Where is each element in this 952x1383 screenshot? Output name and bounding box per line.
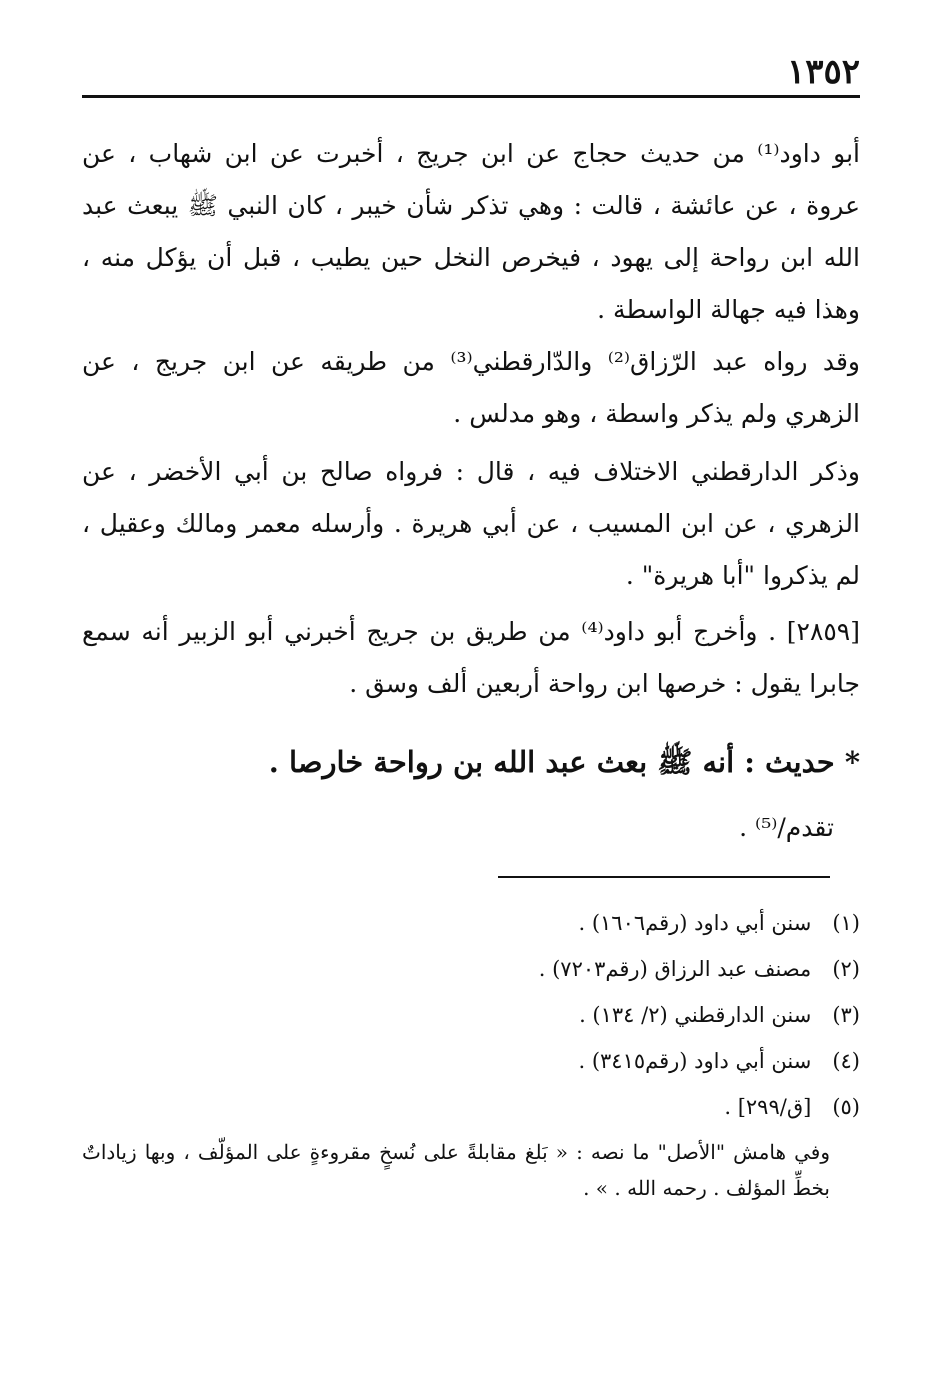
footnote-number: (٤) bbox=[832, 1049, 860, 1073]
footnote bbox=[82, 900, 860, 946]
footnote bbox=[82, 992, 860, 1038]
footnote-text: [ق/٢٩٩] . bbox=[724, 1095, 812, 1119]
footnote bbox=[82, 1084, 860, 1130]
footnote-text: سنن أبي داود (رقم٣٤١٥) . bbox=[578, 1049, 812, 1073]
footnote-number: (٣) bbox=[832, 1003, 860, 1027]
cross-reference: تقدم/⁽⁵⁾ . bbox=[739, 813, 834, 842]
footnote-number: (٢) bbox=[832, 957, 860, 981]
header-rule bbox=[82, 95, 860, 98]
paragraph: وذكر الدارقطني الاختلاف فيه ، قال : فرواه صالح بن أبي الأخضر ، عن الزهري ، عن ابن المسيب ، عن أبي هريرة . وأرسله معمر ومالك وعقيل ، لم يذكروا "أبا هريرة" . bbox=[82, 457, 860, 590]
paragraph: وقد رواه عبد الرّزاق⁽²⁾ والدّارقطني⁽³⁾ من طريقه عن ابن جريج ، عن الزهري ولم يذكر واسطة ، وهو مدلس . bbox=[82, 347, 861, 428]
margin-note: وفي هامش "الأصل" ما نصه : « بَلغ مقابلةً على نُسخٍ مقروءةٍ على المؤلّف ، وبها زياداتٌ بخطِّ المؤلف . رحمه الله . » . bbox=[82, 1140, 830, 1200]
footnote-text: سنن الدارقطني (٢/ ١٣٤) . bbox=[579, 1003, 812, 1027]
hadith-heading: * حديث : أنه ﷺ بعث عبد الله بن رواحة خارصا . bbox=[268, 745, 860, 779]
footnote bbox=[82, 946, 860, 992]
paragraph: [٢٨٥٩] . وأخرج أبو داود⁽⁴⁾ من طريق بن جريج أخبرني أبو الزبير أنه سمع جابرا يقول : خرصها ابن رواحة أربعين ألف وسق . bbox=[82, 617, 860, 698]
footnote-text: مصنف عبد الرزاق (رقم٧٢٠٣) . bbox=[538, 957, 812, 981]
page-number: ١٣٥٢ bbox=[786, 52, 860, 92]
document-page bbox=[82, 0, 860, 1383]
footnote-number: (٥) bbox=[832, 1095, 860, 1119]
paragraph: أبو داود⁽¹⁾ من حديث حجاج عن ابن جريج ، أخبرت عن ابن شهاب ، عن عروة ، عن عائشة ، قالت : وهي تذكر شأن خيبر ، كان النبي ﷺ يبعث عبد الله ابن رواحة إلى يهود ، فيخرص النخل حين يطيب ، قبل أن يؤكل منه ، وهذا فيه جهالة الواسطة . bbox=[82, 139, 860, 324]
footnote bbox=[82, 1038, 860, 1084]
footnote-number: (١) bbox=[832, 911, 860, 935]
main-text bbox=[82, 128, 860, 854]
footnotes bbox=[82, 900, 860, 1206]
footnote-separator bbox=[498, 876, 830, 878]
footnote-text: سنن أبي داود (رقم١٦٠٦) . bbox=[578, 911, 812, 935]
